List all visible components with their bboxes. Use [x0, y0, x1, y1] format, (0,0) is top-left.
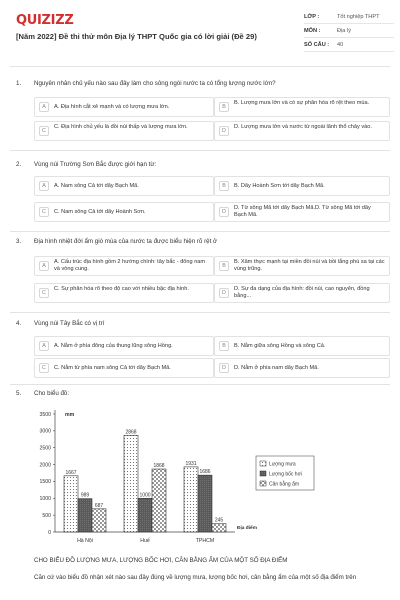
option-a[interactable]	[34, 176, 214, 196]
bar-data-label: 1868	[153, 463, 165, 470]
question-text: Địa hình nhiệt đới ẩm gió mùa của nước ta được biểu hiện rõ rệt ở	[34, 238, 218, 245]
y-tick-label: 2500	[39, 445, 51, 452]
option-text: D. Từ sông Mã tới dãy Bạch Mã.D. Từ sông Mã tới dãy Bạch Mã.	[234, 205, 371, 219]
legend-swatch	[260, 471, 266, 476]
option-text: B. Dãy Hoành Sơn tới dãy Bạch Mã.	[234, 183, 325, 189]
bar-dots	[64, 476, 78, 532]
y-tick-label: 0	[48, 529, 51, 536]
bar-data-label: 2868	[125, 429, 137, 436]
option-a[interactable]	[34, 256, 214, 276]
header-divider	[10, 66, 390, 67]
x-tick-label: Huế	[140, 538, 150, 544]
meta-key: MÔN :	[304, 27, 321, 34]
meta-key: LỚP :	[304, 13, 320, 20]
option-letter: B	[219, 261, 229, 271]
bar-checker	[92, 509, 106, 532]
question-number: 5.	[16, 390, 22, 397]
option-c[interactable]	[34, 358, 214, 378]
y-tick-label: 1500	[39, 479, 51, 486]
meta-value: 40	[337, 41, 344, 48]
meta-value: Tốt nghiệp THPT	[337, 13, 380, 20]
y-tick-label: 1000	[39, 496, 51, 503]
option-text: A. Nam sông Cả tới dãy Bạch Mã.	[54, 183, 139, 189]
bar-checker	[152, 469, 166, 532]
option-text: C. Địa hình chủ yếu là đồi núi thấp và lượng mưa lớn.	[54, 124, 188, 130]
bar-data-label: 1000	[139, 492, 151, 499]
option-a[interactable]	[34, 336, 214, 356]
y-tick-label: 3000	[39, 428, 51, 435]
option-text: B. Nằm giữa sông Hồng và sông Cả.	[234, 343, 326, 349]
y-tick-label: 2000	[39, 462, 51, 469]
option-letter: D	[219, 288, 229, 298]
legend-label: Lượng mưa	[269, 461, 296, 468]
option-letter: B	[219, 181, 229, 191]
option-letter: A	[39, 181, 49, 191]
page-header	[0, 0, 400, 66]
option-c[interactable]	[34, 283, 214, 303]
meta-table	[304, 10, 394, 52]
option-b[interactable]	[214, 256, 390, 276]
legend-swatch	[260, 461, 266, 466]
option-text: C. Nằm từ phía nam sông Cả tới dãy Bạch Mã.	[54, 365, 171, 371]
option-b[interactable]	[214, 97, 390, 117]
option-letter: C	[39, 288, 49, 298]
meta-value: Địa lý	[337, 27, 351, 34]
question-divider	[10, 150, 390, 151]
question-number: 4.	[16, 320, 22, 327]
legend-swatch	[260, 481, 266, 486]
option-letter: B	[219, 102, 229, 112]
option-text: D. Lượng mưa lớn và nước từ ngoài lãnh thổ chảy vào.	[234, 124, 372, 130]
legend-label: Lượng bốc hơi	[269, 471, 302, 478]
legend-label: Cân bằng ẩm	[269, 481, 300, 488]
option-d[interactable]	[214, 283, 390, 303]
option-text: C. Sự phân hóa rõ theo độ cao với nhiều bậc địa hình.	[54, 286, 189, 292]
option-d[interactable]	[214, 202, 390, 222]
option-text: B. Lượng mưa lớn và có sự phân hóa rõ rệt theo mùa.	[234, 100, 370, 106]
bar-data-label: 1667	[65, 469, 77, 476]
option-letter: D	[219, 126, 229, 136]
question-text: Cho biểu đồ:	[34, 390, 70, 397]
option-a[interactable]	[34, 97, 214, 117]
bar-checker	[212, 524, 226, 532]
question-number: 2.	[16, 161, 22, 168]
y-axis-label: mm	[65, 412, 75, 418]
option-text: B. Xâm thực mạnh tại miền đồi núi và bồi lắng phù sa tại các vùng trũng.	[234, 259, 385, 273]
document-title: [Năm 2022] Đề thi thử môn Địa lý THPT Quốc gia có lời giải (Đề 29)	[16, 32, 257, 41]
bar-dark	[78, 499, 92, 532]
option-text: D. Nằm ở phía nam dãy Bạch Mã.	[234, 365, 319, 371]
option-letter: A	[39, 261, 49, 271]
option-b[interactable]	[214, 336, 390, 356]
y-tick-label: 500	[42, 512, 51, 519]
bar-dots	[124, 435, 138, 532]
question-number: 1.	[16, 80, 22, 87]
bar-data-label: 245	[214, 517, 224, 524]
question-number: 3.	[16, 238, 22, 245]
meta-row-class	[304, 10, 394, 24]
option-b[interactable]	[214, 176, 390, 196]
question-text: Nguyên nhân chủ yếu nào sau đây làm cho sông ngòi nước ta có tổng lượng nước lớn?	[34, 80, 276, 87]
option-letter: C	[39, 363, 49, 373]
quizizz-logo[interactable]: QUIZIZZ	[16, 13, 74, 28]
chart-caption: CHO BIỂU ĐỒ LƯỢNG MƯA, LƯỢNG BỐC HƠI, CÂN BẰNG ẨM CỦA MỘT SỐ ĐỊA ĐIỂM	[34, 557, 288, 564]
option-c[interactable]	[34, 202, 214, 222]
question-text: Vùng núi Trường Sơn Bắc được giới hạn từ:	[34, 161, 157, 168]
option-d[interactable]	[214, 121, 390, 141]
option-d[interactable]	[214, 358, 390, 378]
meta-row-count	[304, 38, 394, 52]
bar-dark	[138, 498, 152, 532]
option-letter: C	[39, 207, 49, 217]
bar-data-label: 1931	[185, 460, 197, 467]
option-text: D. Sự đa dạng của địa hình: đồi núi, cao nguyên, đồng bằng...	[234, 286, 370, 300]
option-letter: C	[39, 126, 49, 136]
option-letter: A	[39, 341, 49, 351]
bar-data-label: 989	[80, 492, 90, 499]
x-tick-label: Hà Nội	[77, 538, 93, 544]
question-text: Vùng núi Tây Bắc có vị trí	[34, 320, 105, 327]
option-text: C. Nam sông Cả tới dãy Hoành Sơn.	[54, 209, 146, 215]
option-letter: D	[219, 363, 229, 373]
bar-dark	[198, 475, 212, 532]
bar-dots	[184, 467, 198, 532]
meta-row-subject	[304, 24, 394, 38]
bar-chart	[30, 404, 370, 554]
option-letter: B	[219, 341, 229, 351]
x-axis-label: Địa điểm	[237, 526, 257, 531]
bar-data-label: 1686	[199, 469, 211, 476]
question-6-text: Căn cứ vào biểu đồ nhận xét nào sau đây đúng về lượng mưa, lượng bốc hơi, cân bằng ẩm của một số địa điểm trên	[34, 574, 357, 581]
question-divider	[10, 312, 390, 313]
meta-key: SỐ CÂU :	[304, 41, 330, 48]
option-text: A. Địa hình cắt xẻ mạnh và có lượng mưa lớn.	[54, 104, 170, 110]
y-tick-label: 3500	[39, 411, 51, 418]
option-letter: D	[219, 207, 229, 217]
option-letter: A	[39, 102, 49, 112]
option-c[interactable]	[34, 121, 214, 141]
x-tick-label: TPHCM	[195, 538, 215, 544]
option-text: A. Nằm ở phía đông của thung lũng sông Hồng.	[54, 343, 173, 349]
option-text: A. Cấu trúc địa hình gồm 2 hướng chính: tây bắc - đông nam và vòng cung.	[54, 259, 206, 273]
question-divider	[10, 231, 390, 232]
question-divider	[10, 384, 390, 385]
bar-data-label: 687	[94, 502, 104, 509]
